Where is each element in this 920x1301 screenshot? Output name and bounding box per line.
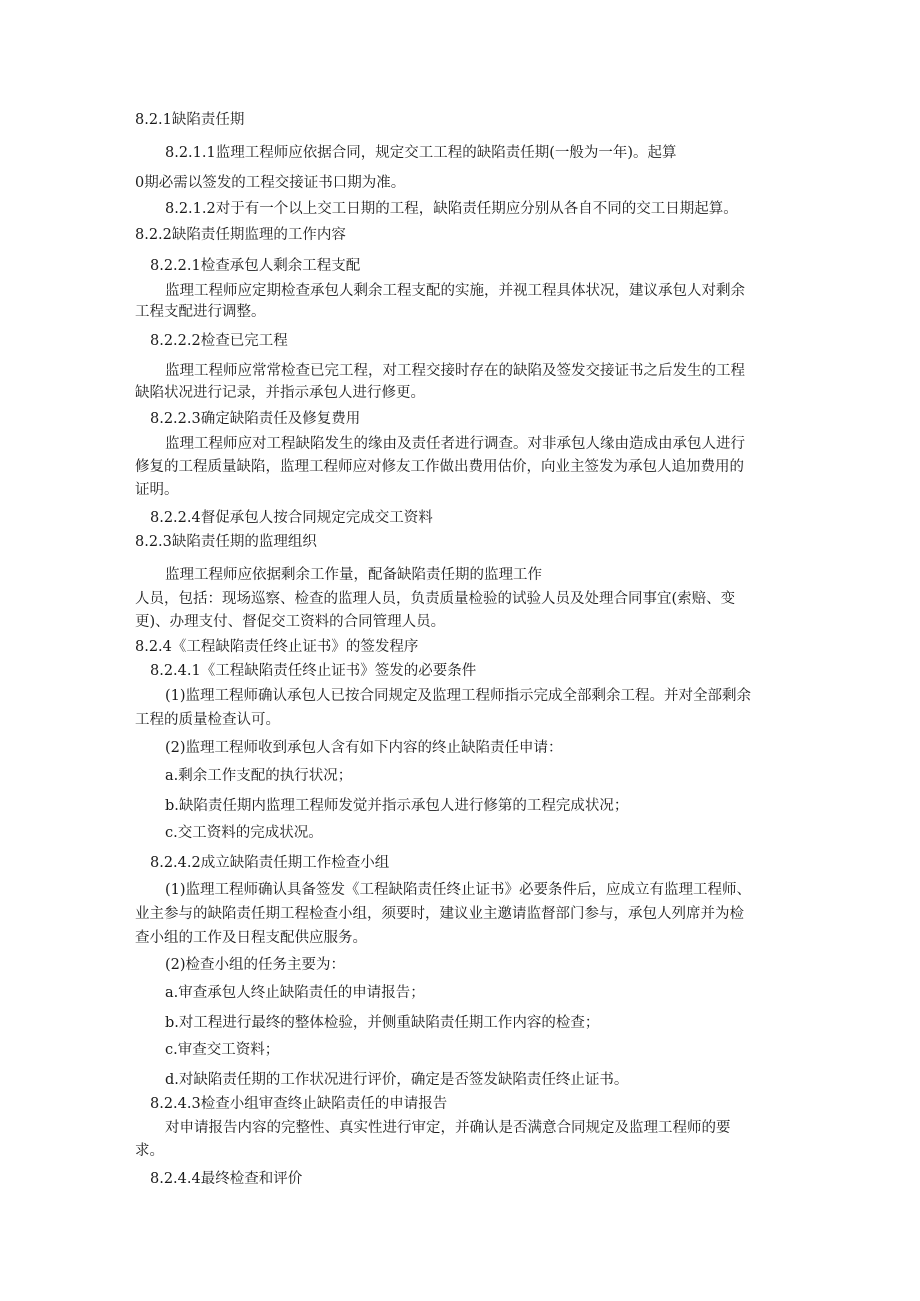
paragraph-line: 修复的工程质量缺陷，监理工程师应对修友工作做出费用估价，向业主签发为承包人追加费用的 [135, 459, 744, 475]
paragraph-line: 缺陷状况进行记录，并指示承包人进行修更。 [135, 385, 425, 401]
heading-8-2-4-2: 8.2.4.2成立缺陷责任期工作检查小组 [150, 855, 390, 871]
paragraph-line: 0期必需以签发的工程交接证书口期为准。 [135, 175, 406, 191]
paragraph-line: (1)监理工程师确认承包人已按合同规定及监理工程师指示完成全部剩余工程。并对全部剩余 [165, 688, 752, 704]
list-item: b.缺陷责任期内监理工程师发觉并指示承包人进行修第的工程完成状况； [165, 798, 629, 814]
heading-8-2-4-1: 8.2.4.1《工程缺陷责任终止证书》签发的必要条件 [150, 663, 477, 679]
paragraph-line: 8.2.1.1监理工程师应依据合同，规定交工工程的缺陷责任期(一般为一年)。起算 [165, 145, 677, 161]
heading-8-2-3: 8.2.3缺陷责任期的监理组织 [135, 534, 317, 550]
list-item: c.审查交工资料； [165, 1042, 280, 1058]
list-item: b.对工程进行最终的整体检验，并侧重缺陷责任期工作内容的检查； [165, 1015, 600, 1031]
heading-8-2-2-1: 8.2.2.1检查承包人剩余工程支配 [150, 258, 361, 274]
heading-8-2-2-4: 8.2.2.4督促承包人按合同规定完成交工资料 [150, 510, 433, 526]
paragraph-line: 监理工程师应定期检查承包人剩余工程支配的实施，并视工程具体状况，建议承包人对剩余 [165, 283, 745, 299]
heading-8-2-4-3: 8.2.4.3检查小组审查终止缺陷责任的申请报告 [150, 1096, 448, 1112]
list-item: a.剩余工作支配的执行状况； [165, 768, 353, 784]
paragraph-line: 查小组的工作及日程支配供应服务。 [135, 930, 367, 946]
heading-8-2-1: 8.2.1缺陷责任期 [135, 112, 245, 128]
heading-8-2-2-2: 8.2.2.2检查已完工程 [150, 333, 288, 349]
paragraph-line: 业主参与的缺陷责任期工程检查小组，须要时，建议业主邀请监督部门参与，承包人列席并为检 [135, 906, 744, 922]
list-item: a.审查承包人终止缺陷责任的申请报告； [165, 985, 425, 1001]
paragraph-line: 人员，包括：现场巡察、检查的监理人员，负责质量检验的试验人员及处理合同事宜(索赔、变 [135, 591, 736, 607]
paragraph-line: 监理工程师应对工程缺陷发生的缘由及责任者进行调查。对非承包人缘由造成由承包人进行 [165, 436, 745, 452]
paragraph-line: 监理工程师应依据剩余工作量，配备缺陷责任期的监理工作 [165, 567, 542, 583]
heading-8-2-2: 8.2.2缺陷责任期监理的工作内容 [135, 227, 346, 243]
paragraph-line: (2)监理工程师收到承包人含有如下内容的终止缺陷责任申请： [165, 740, 563, 756]
paragraph-line: 工程的质量检查认可。 [135, 712, 280, 728]
list-item: c.交工资料的完成状况。 [165, 825, 323, 841]
heading-8-2-2-3: 8.2.2.3确定缺陷责任及修复费用 [150, 411, 361, 427]
paragraph-line: (1)监理工程师确认具备签发《工程缺陷责任终止证书》必要条件后，应成立有监理工程师、 [165, 882, 752, 898]
heading-8-2-4-4: 8.2.4.4最终检查和评价 [150, 1171, 303, 1187]
paragraph-line: 监理工程师应常常检查已完工程，对工程交接时存在的缺陷及签发交接证书之后发生的工程 [165, 363, 745, 379]
paragraph-line: 证明。 [135, 482, 179, 498]
paragraph-line: 8.2.1.2对于有一个以上交工日期的工程，缺陷责任期应分别从各自不同的交工日期起算。 [165, 201, 738, 217]
paragraph-line: 更)、办理支付、督促交工资料的合同管理人员。 [135, 614, 446, 630]
heading-8-2-4: 8.2.4《工程缺陷责任终止证书》的签发程序 [135, 639, 419, 655]
paragraph-line: 对申请报告内容的完整性、真实性进行审定，并确认是否满意合同规定及监理工程师的要 [165, 1120, 731, 1136]
list-item: d.对缺陷责任期的工作状况进行评价，确定是否签发缺陷责任终止证书。 [165, 1072, 629, 1088]
paragraph-line: 工程支配进行调整。 [135, 304, 266, 320]
paragraph-line: 求。 [135, 1143, 164, 1159]
paragraph-line: (2)检查小组的任务主要为： [165, 957, 346, 973]
